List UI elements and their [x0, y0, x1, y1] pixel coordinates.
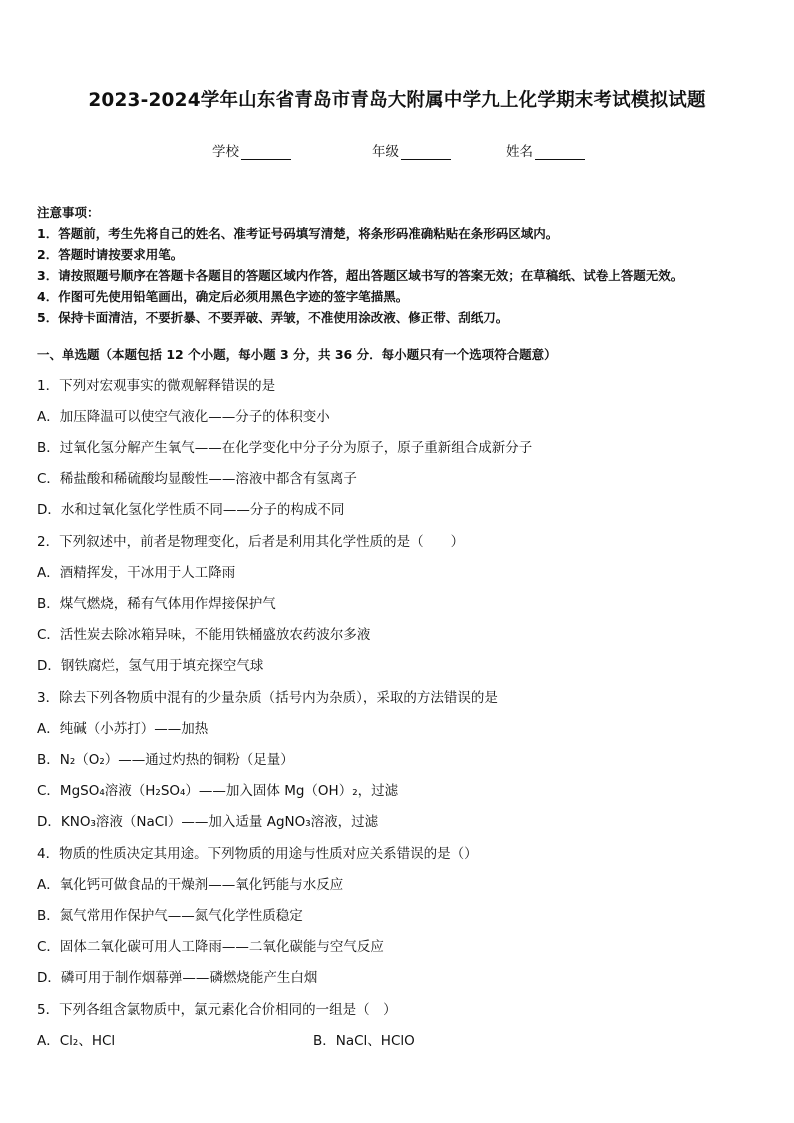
question-option: C．活性炭去除冰箱异味，不能用铁桶盛放农药波尔多液: [37, 627, 371, 643]
question-option: A．纯碱（小苏打）——加热: [37, 721, 209, 737]
note-item: 1．答题前，考生先将自己的姓名、准考证号码填写清楚，将条形码准确粘贴在条形码区域内。: [37, 226, 559, 241]
question-option: C．稀盐酸和稀硫酸均显酸性——溶液中都含有氢离子: [37, 471, 357, 487]
grade-label: 年级: [372, 144, 399, 160]
notes-block: [37, 202, 683, 328]
note-item: 5．保持卡面清洁，不要折暴、不要弄破、弄皱，不准使用涂改液、修正带、刮纸刀。: [37, 310, 509, 325]
name-blank[interactable]: [535, 145, 585, 160]
name-label: 姓名: [506, 144, 533, 160]
question-option: B．过氧化氢分解产生氧气——在化学变化中分子分为原子，原子重新组合成新分子: [37, 440, 533, 456]
question-stem: 3．除去下列各物质中混有的少量杂质（括号内为杂质），采取的方法错误的是: [37, 690, 498, 706]
question-option: D．磷可用于制作烟幕弹——磷燃烧能产生白烟: [37, 970, 318, 986]
school-field: [212, 140, 291, 160]
note-item: 4．作图可先使用铅笔画出，确定后必须用黑色字迹的签字笔描黑。: [37, 289, 409, 304]
question-option: B．NaCl、HClO: [313, 1033, 415, 1049]
note-item: 2．答题时请按要求用笔。: [37, 247, 184, 262]
question-option: A．酒精挥发，干冰用于人工降雨: [37, 565, 236, 581]
question-option: D．水和过氧化氢化学性质不同——分子的构成不同: [37, 502, 345, 518]
school-label: 学校: [212, 144, 239, 160]
question-option: B．氮气常用作保护气——氮气化学性质稳定: [37, 908, 303, 924]
note-item: 3．请按照题号顺序在答题卡各题目的答题区域内作答，超出答题区域书写的答案无效；在草稿纸、试卷上答题无效。: [37, 268, 684, 283]
question-option: B．N₂（O₂）——通过灼热的铜粉（足量）: [37, 752, 294, 768]
name-field: [506, 140, 585, 160]
question-option: B．煤气燃烧，稀有气体用作焊接保护气: [37, 596, 276, 612]
exam-title: 2023-2024学年山东省青岛市青岛大附属中学九上化学期末考试模拟试题: [88, 90, 706, 111]
grade-field: [372, 140, 451, 160]
question-stem: 1．下列对宏观事实的微观解释错误的是: [37, 378, 276, 394]
school-blank[interactable]: [241, 145, 291, 160]
section-title: 一、单选题（本题包括 12 个小题，每小题 3 分，共 36 分．每小题只有一个选项符合题意）: [37, 347, 557, 362]
question-stem: 5．下列各组含氯物质中，氯元素化合价相同的一组是（ ）: [37, 1002, 397, 1018]
question-option: D．钢铁腐烂，氢气用于填充探空气球: [37, 658, 264, 674]
question-option: A．Cl₂、HCl: [37, 1033, 116, 1049]
notes-heading: 注意事项：: [37, 205, 100, 220]
question-stem: 4．物质的性质决定其用途。下列物质的用途与性质对应关系错误的是（）: [37, 846, 478, 862]
question-stem: 2．下列叙述中，前者是物理变化，后者是利用其化学性质的是（ ）: [37, 534, 465, 550]
question-option: C．MgSO₄溶液（H₂SO₄）——加入固体 Mg（OH）₂，过滤: [37, 783, 399, 799]
question-option: A．加压降温可以使空气液化——分子的体积变小: [37, 409, 330, 425]
question-option: C．固体二氧化碳可用人工降雨——二氧化碳能与空气反应: [37, 939, 384, 955]
question-option: D．KNO₃溶液（NaCl）——加入适量 AgNO₃溶液，过滤: [37, 814, 379, 830]
grade-blank[interactable]: [401, 145, 451, 160]
question-option: A．氧化钙可做食品的干燥剂——氧化钙能与水反应: [37, 877, 344, 893]
